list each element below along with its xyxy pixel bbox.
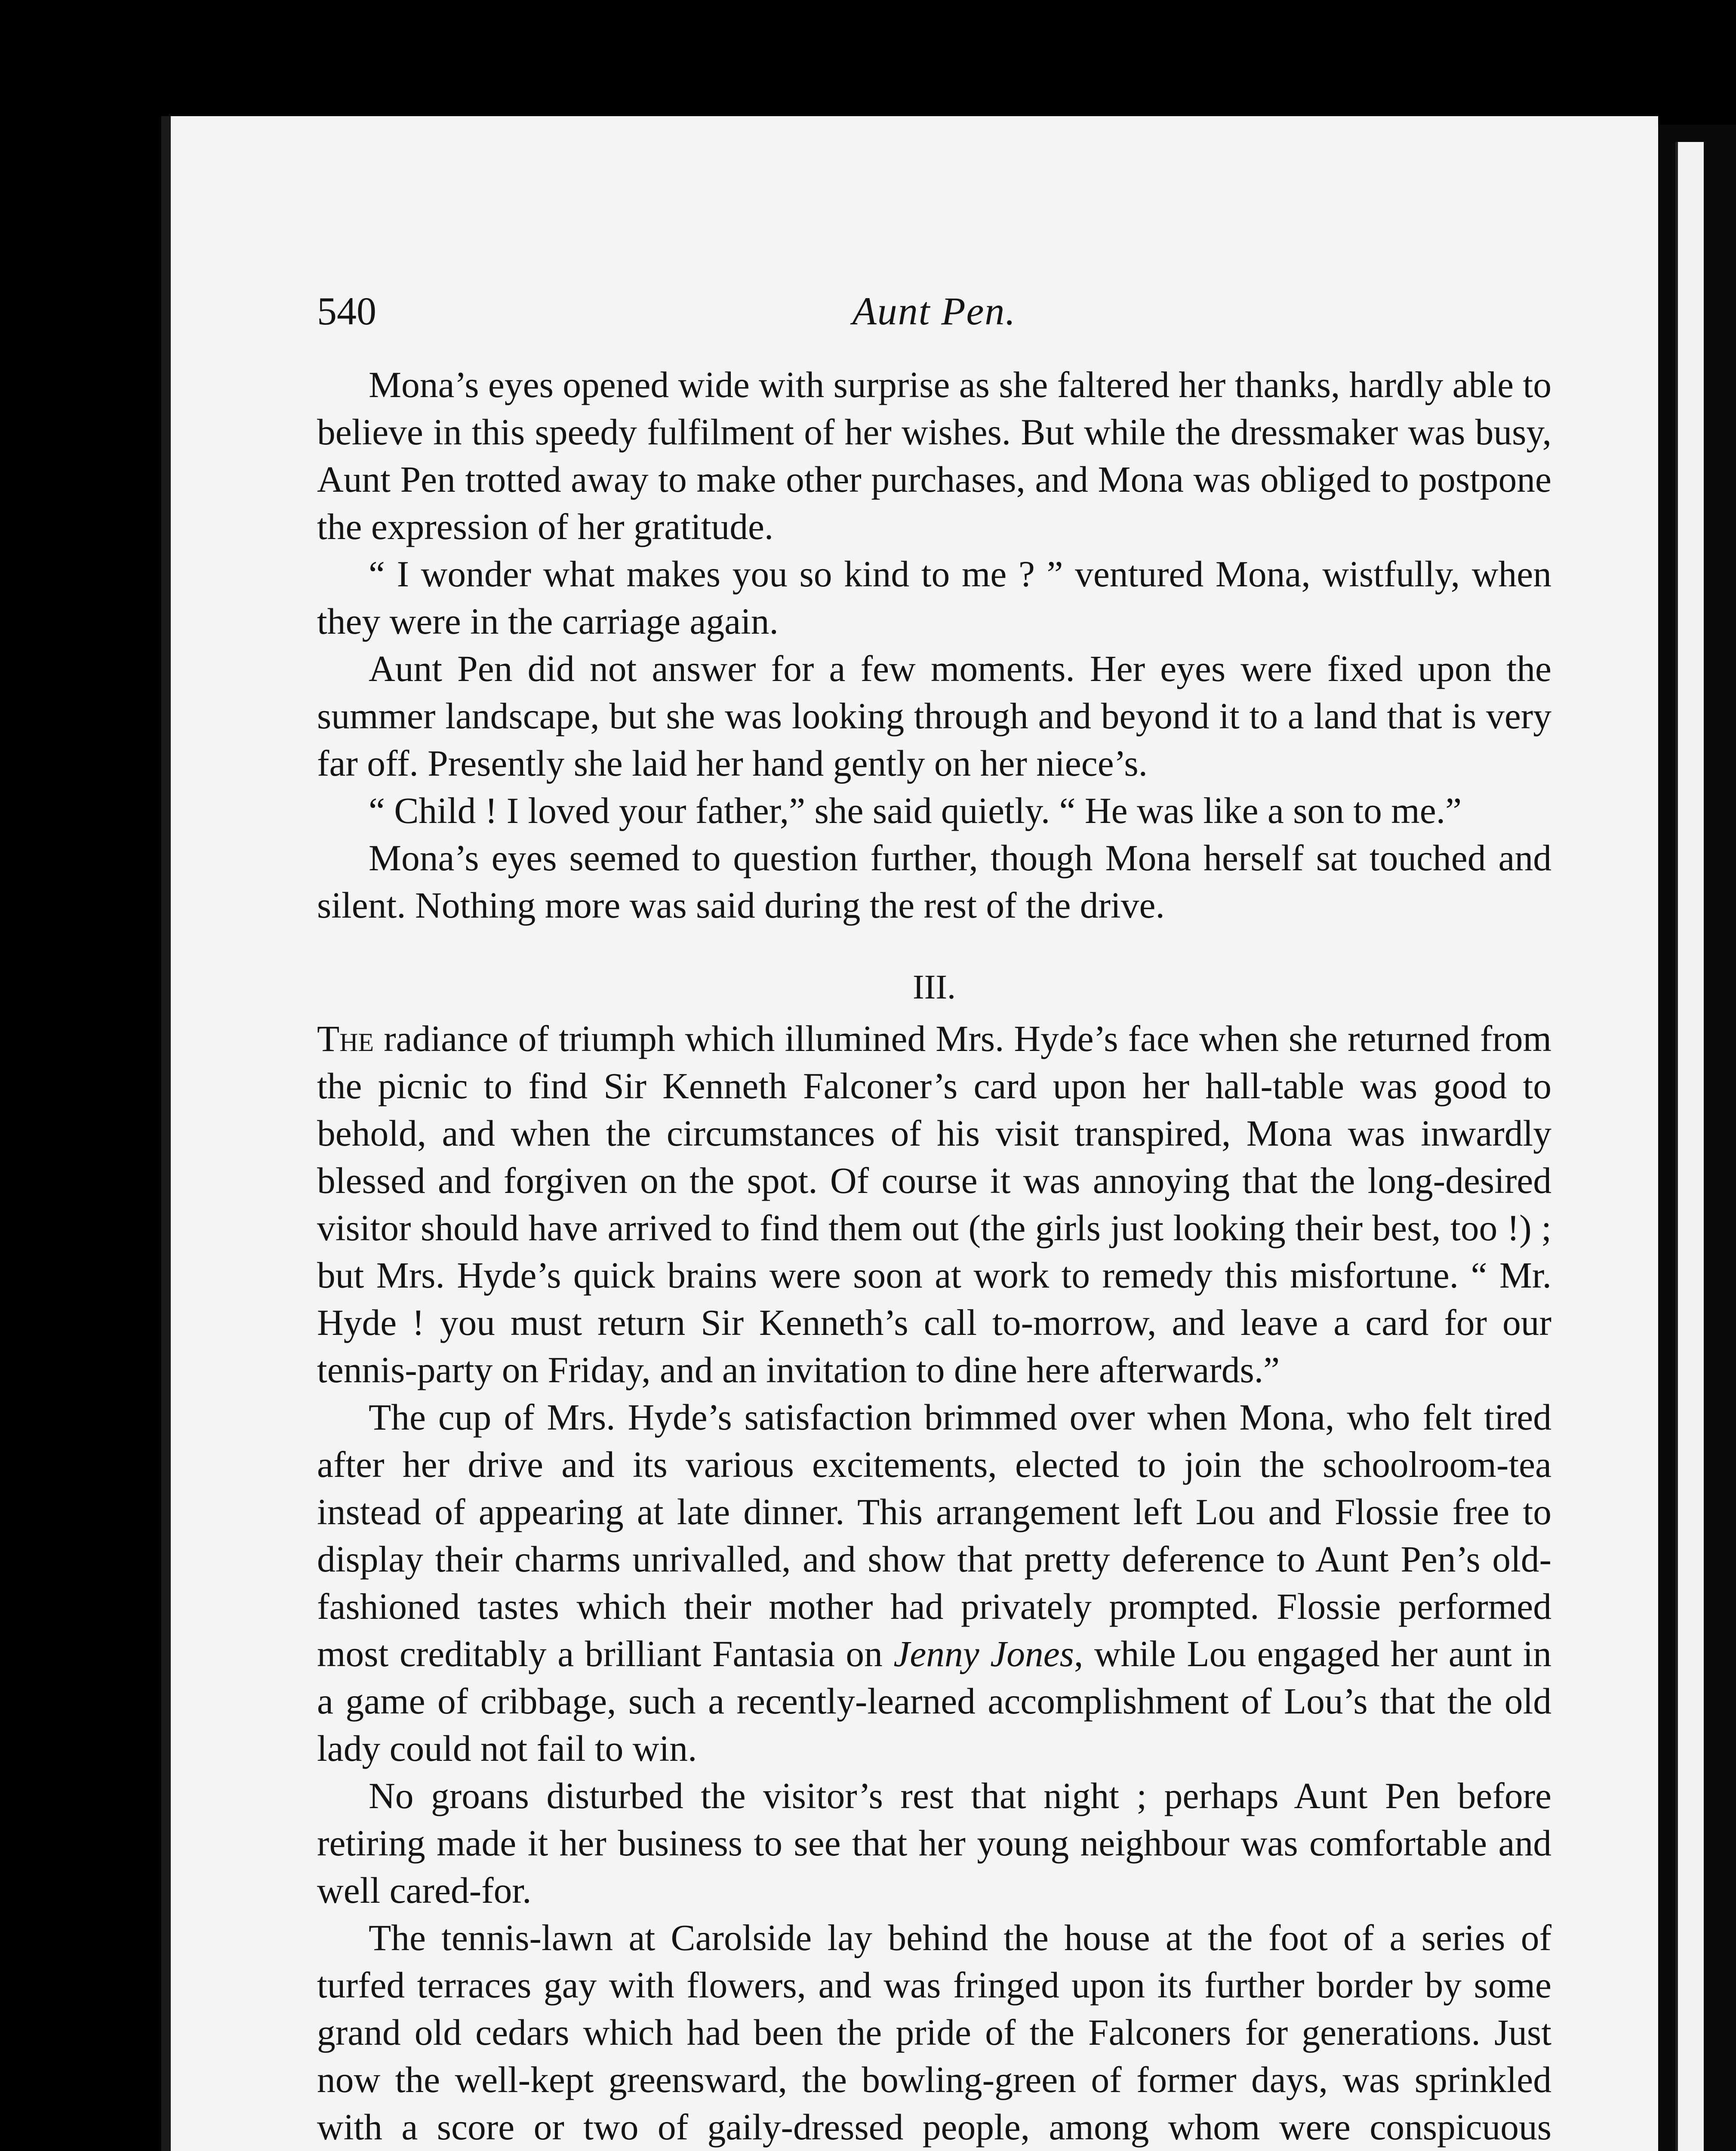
paragraph: “ Child ! I loved your father,” she said quietly. “ He was like a son to me.” <box>369 791 1462 831</box>
paragraph <box>317 1394 1551 1772</box>
section-first-text: radiance of triumph which illumined Mrs. Hyde’s face when she returned from the picnic to find Sir Kenneth Falconer’s card upon her hall-table was good to behold, and when the circumstances of his visit transpired, Mona was inwardly blessed and forgiven on the spot. Of course it was annoying that the long-desired visitor should have arrived to find them out (the girls just looking their best, too !) ; but Mrs. Hyde’s quick brains were soon at work to remedy this misfortune. “ Mr. Hyde ! you must return Sir Kenneth’s call to-morrow, and leave a card for our tennis-party on Friday, and an invitation to dine here afterwards.” <box>317 1019 1551 1390</box>
page-number: 540 <box>317 289 376 333</box>
paragraph: Mona’s eyes opened wide with surprise as she faltered her thanks, hardly able to believe in this speedy fulfilment of her wishes. But while the dressmaker was busy, Aunt Pen trotted away to make other purchases, and Mona was obliged to postpone the expression of her gratitude. <box>317 365 1551 547</box>
book-page <box>161 116 1658 2151</box>
section-first-paragraph <box>317 1015 1551 1394</box>
paragraph-text: The cup of Mrs. Hyde’s satisfaction brimmed over when Mona, who felt tired after her drive and its various excitements, elected to join the schoolroom-tea instead of appearing at late dinner. This arrangement left Lou and Flossie free to display their charms unrivalled, and show that pretty deference to Aunt Pen’s old-fashioned tastes which their mother had privately prompted. Flossie performed most creditably a brilliant Fantasia on <box>317 1397 1551 1674</box>
running-title: Aunt Pen. <box>852 289 1016 333</box>
page-body <box>317 361 1551 2151</box>
page-content <box>317 288 1551 2151</box>
scan-background <box>0 0 146 2151</box>
paragraph: Aunt Pen did not answer for a few moments. Her eyes were fixed upon the summer landscape, but she was looking through and beyond it to a land that is very far off. Presently she laid her hand gently on her niece’s. <box>317 649 1551 784</box>
paragraph-text: , while Lou engaged her aunt in a game of cribbage, such a recently-learned accomplishment of Lou’s that the old lady could not fail to win. <box>317 1634 1551 1769</box>
adjacent-page-strip <box>1675 142 1704 2151</box>
section-heading: III. <box>913 968 956 1006</box>
italic-title: Jenny Jones <box>893 1634 1074 1674</box>
paragraph: The tennis-lawn at Carolside lay behind the house at the foot of a series of turfed terraces gay with flowers, and was fringed upon its further border by some grand old cedars which had been the pride of the Falconers for generations. Just now the well-kept greensward, the bowling-green of former days, was sprinkled with a score or two of gaily-dressed people, among whom were conspicuous <box>317 1918 1551 2148</box>
page-header <box>317 288 1551 361</box>
paragraph: “ I wonder what makes you so kind to me ? ” ventured Mona, wistfully, when they were in the carriage again. <box>317 554 1551 642</box>
paragraph: Mona’s eyes seemed to question further, though Mona herself sat touched and silent. Nothing more was said during the rest of the drive. <box>317 838 1551 926</box>
paragraph: No groans disturbed the visitor’s rest that night ; perhaps Aunt Pen before retiring made it her business to see that her young neighbour was comfortable and well cared-for. <box>317 1776 1551 1911</box>
section-first-word: The <box>317 1019 374 1059</box>
